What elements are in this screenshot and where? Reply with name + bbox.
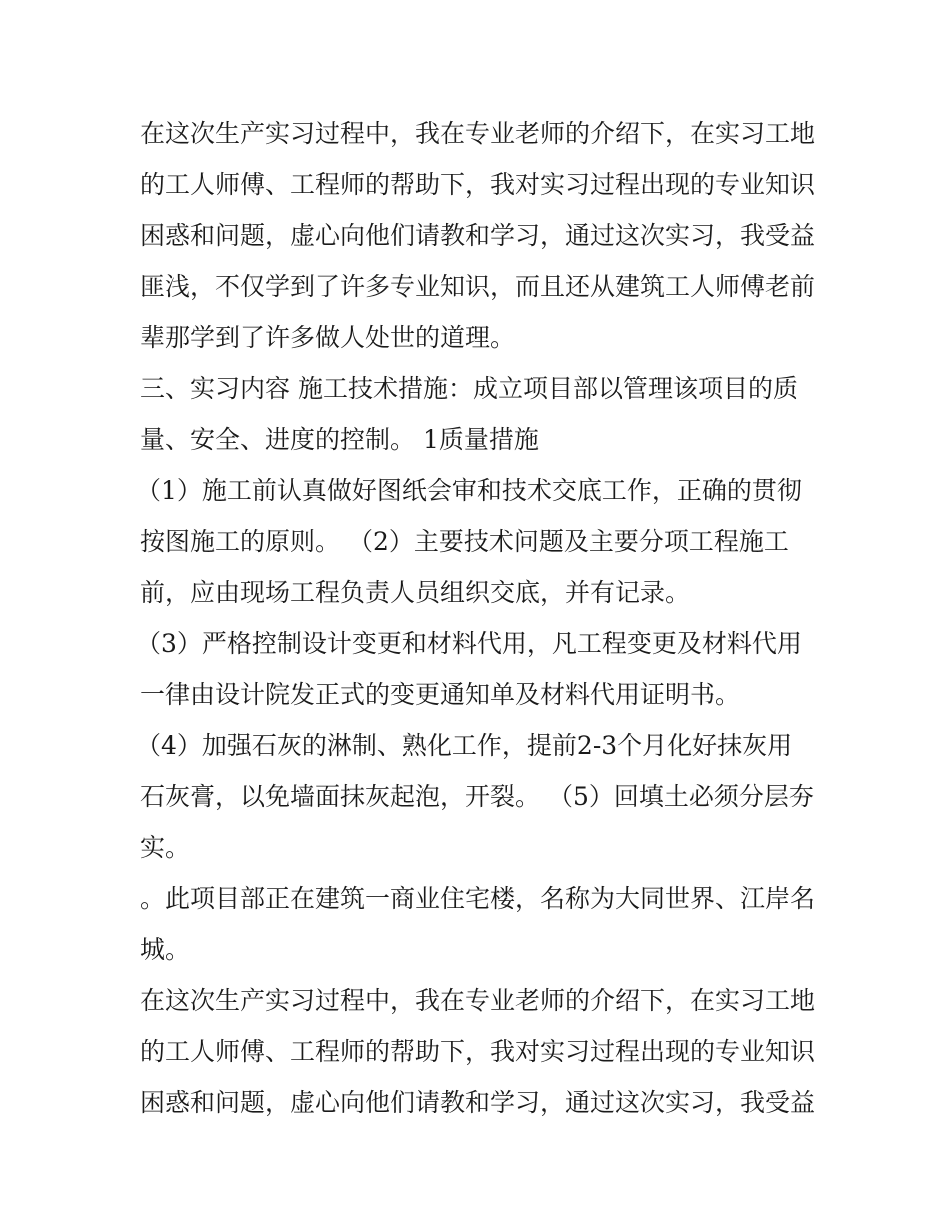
text-line: 实。 xyxy=(140,833,191,862)
text-line: 城。 xyxy=(140,935,191,964)
text-line: 困惑和问题，虚心向他们请教和学习，通过这次实习，我受益 xyxy=(140,1088,816,1117)
document-body xyxy=(136,108,820,1128)
text-line: 。此项目部正在建筑一商业住宅楼，名称为大同世界、江岸名 xyxy=(140,884,816,913)
text-line: 的工人师傅、工程师的帮助下，我对实习过程出现的专业知识 xyxy=(140,1037,816,1066)
text-line: 辈那学到了许多做人处世的道理。 xyxy=(140,323,516,352)
text-line: 按图施工的原则。 （2）主要技术问题及主要分项工程施工 xyxy=(140,527,789,556)
text-line: 前，应由现场工程负责人员组织交底，并有记录。 xyxy=(140,578,691,607)
text-line: 量、安全、进度的控制。 1质量措施 xyxy=(140,425,539,454)
list-item-line: （4）加强石灰的淋制、熟化工作，提前2-3个月化好抹灰用 xyxy=(136,731,793,760)
text-line: 匪浅，不仅学到了许多专业知识，而且还从建筑工人师傅老前 xyxy=(140,272,816,301)
text-line: 困惑和问题，虚心向他们请教和学习，通过这次实习，我受益 xyxy=(140,221,816,250)
section-heading-line: 三、实习内容 施工技术措施：成立项目部以管理该项目的质 xyxy=(140,374,798,403)
list-item-line: （1）施工前认真做好图纸会审和技术交底工作，正确的贯彻 xyxy=(136,476,802,505)
text-line: 石灰膏，以免墙面抹灰起泡，开裂。 （5）回填土必须分层夯 xyxy=(140,782,814,811)
text-line: 在这次生产实习过程中，我在专业老师的介绍下，在实习工地 xyxy=(140,986,816,1015)
text-line: 在这次生产实习过程中，我在专业老师的介绍下，在实习工地 xyxy=(140,119,816,148)
list-item-line: （3）严格控制设计变更和材料代用，凡工程变更及材料代用 xyxy=(136,629,802,658)
text-line: 一律由设计院发正式的变更通知单及材料代用证明书。 xyxy=(140,680,741,709)
text-line: 的工人师傅、工程师的帮助下，我对实习过程出现的专业知识 xyxy=(140,170,816,199)
